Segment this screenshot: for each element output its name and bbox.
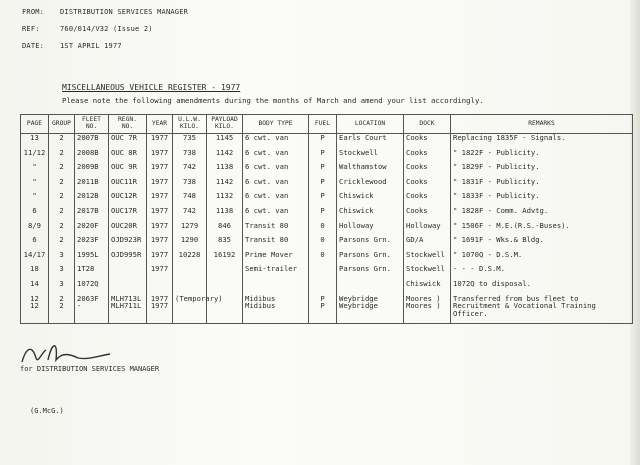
typist-initials: (G.McG.) — [30, 407, 64, 415]
table-cell: 2020F — [75, 222, 109, 237]
table-cell: Weybridge Weybridge — [337, 295, 404, 324]
table-cell: 0 — [309, 236, 337, 251]
table-cell: Chiswick — [404, 280, 451, 295]
table-cell: OUC20R — [109, 222, 147, 237]
table-cell: Cooks — [404, 149, 451, 164]
date-value: 1ST APRIL 1977 — [60, 42, 122, 50]
table-cell — [173, 280, 207, 295]
table-cell: Moores ) Moores ) — [404, 295, 451, 324]
table-cell: 1138 — [207, 163, 243, 178]
table-body — [21, 134, 633, 324]
table-cell: 2 — [49, 207, 75, 222]
table-cell: 3 — [49, 251, 75, 266]
table-cell: Stockwell — [404, 265, 451, 280]
table-cell: P — [309, 163, 337, 178]
table-header-row — [21, 115, 633, 134]
col-header: YEAR — [147, 115, 173, 134]
table-row — [21, 295, 633, 324]
table-cell: Replacing 1835F - Signals. — [451, 134, 633, 149]
vehicle-register-table — [20, 114, 633, 324]
table-cell: P — [309, 192, 337, 207]
table-cell — [109, 265, 147, 280]
table-row — [21, 178, 633, 193]
table-cell: 6 cwt. van — [243, 163, 309, 178]
table-cell: 2023F — [75, 236, 109, 251]
table-cell: 1977 — [147, 192, 173, 207]
table-row — [21, 265, 633, 280]
table-cell: 6 cwt. van — [243, 134, 309, 149]
table-cell: OUC 9R — [109, 163, 147, 178]
table-cell: 3 — [49, 265, 75, 280]
col-header: DOCK — [404, 115, 451, 134]
table-cell: 3 — [49, 280, 75, 295]
table-cell: 1977 — [147, 149, 173, 164]
table-cell: 748 — [173, 192, 207, 207]
table-row — [21, 222, 633, 237]
table-cell: 1T28 — [75, 265, 109, 280]
table-cell: " 1829F - Publicity. — [451, 163, 633, 178]
table-cell: 6 cwt. van — [243, 178, 309, 193]
table-cell: 0 — [309, 251, 337, 266]
table-cell: Cooks — [404, 207, 451, 222]
col-header: PAGE — [21, 115, 49, 134]
table-cell: 6 — [21, 236, 49, 251]
table-cell: 8/9 — [21, 222, 49, 237]
table-cell: Transferred from bus fleet to Recruitment & Vocational Training Officer. — [451, 295, 633, 324]
ref-line — [22, 25, 153, 33]
table-cell: OUC 8R — [109, 149, 147, 164]
table-cell: 2008B — [75, 149, 109, 164]
table-cell: 1142 — [207, 149, 243, 164]
table-cell: Chiswick — [337, 207, 404, 222]
table-cell: 1977 — [147, 222, 173, 237]
table-cell: 11/12 — [21, 149, 49, 164]
table-cell: 6 — [21, 207, 49, 222]
table-cell: Parsons Grn. — [337, 251, 404, 266]
table-cell: 14 — [21, 280, 49, 295]
table-cell: 6 cwt. van — [243, 207, 309, 222]
table-cell: Cooks — [404, 134, 451, 149]
table-cell: 835 — [207, 236, 243, 251]
table-cell: 2007B — [75, 134, 109, 149]
table-cell: 738 — [173, 149, 207, 164]
table-cell: 1977 — [147, 178, 173, 193]
document-title: MISCELLANEOUS VEHICLE REGISTER - 1977 — [62, 83, 241, 92]
table-cell: Parsons Grn. — [337, 265, 404, 280]
table-cell: Holloway — [337, 222, 404, 237]
date-line — [22, 42, 122, 50]
table-cell: " 1506F - M.E.(R.S.-Buses). — [451, 222, 633, 237]
table-cell: " 1070Q - D.S.M. — [451, 251, 633, 266]
table-cell: 2 — [49, 134, 75, 149]
table-cell: 10228 — [173, 251, 207, 266]
table-cell: 1138 — [207, 207, 243, 222]
table-cell: P — [309, 134, 337, 149]
table-cell: Cooks — [404, 192, 451, 207]
table-cell: " 1691F - Wks.& Bldg. — [451, 236, 633, 251]
table-row — [21, 236, 633, 251]
table-cell: 1072Q to disposal. — [451, 280, 633, 295]
handwritten-signature — [18, 338, 118, 368]
table-cell — [207, 280, 243, 295]
table-cell: " 1822F - Publicity. — [451, 149, 633, 164]
table-cell — [109, 280, 147, 295]
table-cell: OJD995R — [109, 251, 147, 266]
table-cell: 2009B — [75, 163, 109, 178]
table-cell: - - - D.S.M. — [451, 265, 633, 280]
table-cell: Transit 80 — [243, 222, 309, 237]
table-cell: 1977 — [147, 207, 173, 222]
table-cell — [243, 280, 309, 295]
from-value: DISTRIBUTION SERVICES MANAGER — [60, 8, 189, 16]
table-cell: Holloway — [404, 222, 451, 237]
table-row — [21, 192, 633, 207]
table-cell: Parsons Grn. — [337, 236, 404, 251]
table-cell: MLH713L MLH711L — [109, 295, 147, 324]
table-cell: 2 — [49, 178, 75, 193]
table-cell: GD/A — [404, 236, 451, 251]
table-cell: Stockwell — [404, 251, 451, 266]
table-cell: Midibus Midibus — [243, 295, 309, 324]
amendment-note: Please note the following amendments during the months of March and amend your list accordingly. — [62, 96, 484, 105]
table-cell: OUC17R — [109, 207, 147, 222]
table-cell: 2012B — [75, 192, 109, 207]
table-cell: 2 2 — [49, 295, 75, 324]
table-cell: 742 — [173, 207, 207, 222]
col-header: PAYLOAD KILO. — [207, 115, 243, 134]
table-cell: (Temporary) — [173, 295, 207, 324]
table-cell: OUC12R — [109, 192, 147, 207]
table-cell — [337, 280, 404, 295]
table-row — [21, 251, 633, 266]
table-cell: Transit 80 — [243, 236, 309, 251]
signature-caption: for DISTRIBUTION SERVICES MANAGER — [20, 365, 160, 373]
table-cell: 12 12 — [21, 295, 49, 324]
table-cell: P — [309, 178, 337, 193]
table-cell: Prime Mover — [243, 251, 309, 266]
table-cell — [309, 265, 337, 280]
table-row — [21, 134, 633, 149]
table-cell: 2 — [49, 163, 75, 178]
table-cell — [147, 280, 173, 295]
from-line — [22, 8, 188, 16]
table-cell: 1977 1977 — [147, 295, 173, 324]
table-cell: 1132 — [207, 192, 243, 207]
col-header: REGN. NO. — [109, 115, 147, 134]
table-cell — [207, 265, 243, 280]
ref-value: 760/014/V32 (Issue 2) — [60, 25, 153, 33]
table-cell: " — [21, 192, 49, 207]
table-cell: 1977 — [147, 265, 173, 280]
table-cell: 1290 — [173, 236, 207, 251]
table-cell — [309, 280, 337, 295]
table-cell: P — [309, 207, 337, 222]
table-cell: 1279 — [173, 222, 207, 237]
table-cell: " 1828F - Comm. Advtg. — [451, 207, 633, 222]
table-cell: 1072Q — [75, 280, 109, 295]
table-cell: P — [309, 149, 337, 164]
table-cell: 6 cwt. van — [243, 149, 309, 164]
table-cell: Cooks — [404, 163, 451, 178]
col-header: LOCATION — [337, 115, 404, 134]
table-cell: 1977 — [147, 251, 173, 266]
col-header: BODY TYPE — [243, 115, 309, 134]
table-cell: 18 — [21, 265, 49, 280]
table-cell: 1142 — [207, 178, 243, 193]
table-cell: 2017B — [75, 207, 109, 222]
table-cell: 13 — [21, 134, 49, 149]
table-cell: Cricklewood — [337, 178, 404, 193]
table-cell: Walthamstow — [337, 163, 404, 178]
table-cell: 1977 — [147, 134, 173, 149]
table-cell — [173, 265, 207, 280]
table-cell: " — [21, 178, 49, 193]
table-row — [21, 207, 633, 222]
table-cell: Stockwell — [337, 149, 404, 164]
table-cell: 0 — [309, 222, 337, 237]
table-cell: OUC 7R — [109, 134, 147, 149]
table-cell: Chiswick — [337, 192, 404, 207]
table-row — [21, 163, 633, 178]
col-header: FUEL — [309, 115, 337, 134]
col-header: GROUP — [49, 115, 75, 134]
table-cell: 2 — [49, 149, 75, 164]
table-cell: 2 — [49, 236, 75, 251]
from-label: FROM: — [22, 8, 45, 16]
table-cell: 1995L — [75, 251, 109, 266]
table-row — [21, 149, 633, 164]
table-cell: 6 cwt. van — [243, 192, 309, 207]
table-cell: " 1833F - Publicity. — [451, 192, 633, 207]
col-header: REMARKS — [451, 115, 633, 134]
table-cell: 1977 — [147, 236, 173, 251]
table-cell: 846 — [207, 222, 243, 237]
table-cell: 742 — [173, 163, 207, 178]
table-cell: 1145 — [207, 134, 243, 149]
col-header: U.L.W. KILO. — [173, 115, 207, 134]
table-cell: 735 — [173, 134, 207, 149]
table-cell: 16192 — [207, 251, 243, 266]
ref-label: REF: — [22, 25, 40, 33]
table-cell: OJD923R — [109, 236, 147, 251]
table-cell: 2 — [49, 192, 75, 207]
table-cell: " 1831F - Publicity. — [451, 178, 633, 193]
table-cell: Cooks — [404, 178, 451, 193]
table-cell: " — [21, 163, 49, 178]
date-label: DATE: — [22, 42, 45, 50]
table-cell: 2011B — [75, 178, 109, 193]
table-cell: Earls Court — [337, 134, 404, 149]
table-cell: Semi-trailer — [243, 265, 309, 280]
col-header: FLEET NO. — [75, 115, 109, 134]
table-cell: 2063F - — [75, 295, 109, 324]
table-cell: 14/17 — [21, 251, 49, 266]
table-cell: OUC11R — [109, 178, 147, 193]
table-cell: P P — [309, 295, 337, 324]
table-row — [21, 280, 633, 295]
table-cell: 1977 — [147, 163, 173, 178]
table-cell: 738 — [173, 178, 207, 193]
table-cell: 2 — [49, 222, 75, 237]
